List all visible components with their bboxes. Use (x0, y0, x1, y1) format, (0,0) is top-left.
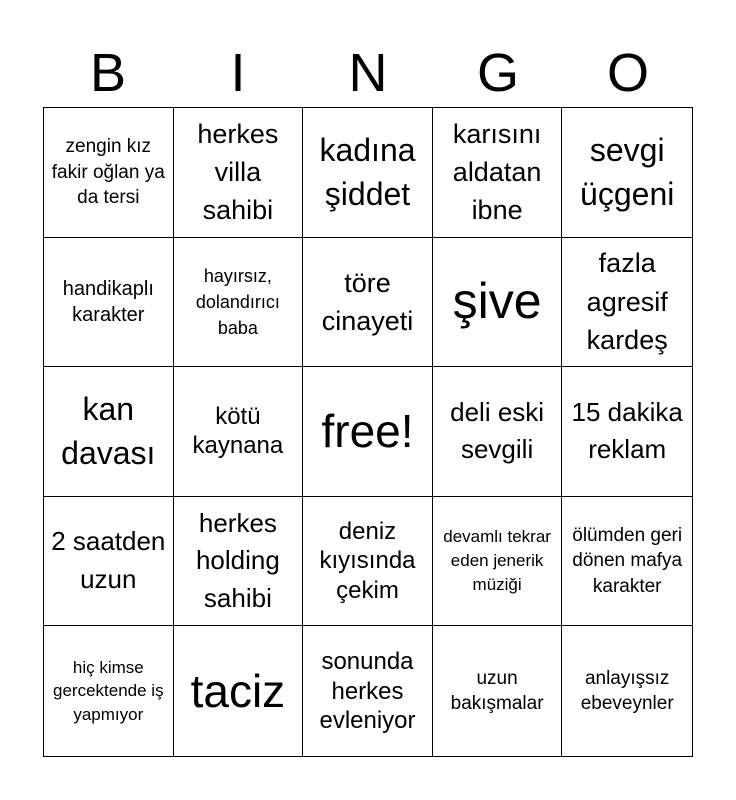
bingo-cell-r2-c5[interactable] (562, 238, 692, 368)
cell-label: hiç kimse gercektende iş yapmıyor (53, 657, 164, 725)
cell-label: herkes villa sahibi (197, 118, 279, 226)
cell-label: taciz (190, 664, 286, 717)
bingo-cell-r3-c3-free[interactable] (303, 367, 433, 497)
cell-label: uzun bakışmalar (450, 667, 544, 715)
bingo-cell-r2-c1[interactable] (44, 238, 174, 368)
cell-label: kadına şiddet (319, 132, 416, 213)
cell-label: kötü kaynana (192, 403, 284, 460)
bingo-cell-r3-c1[interactable] (44, 367, 174, 497)
header-letter-i: I (230, 43, 246, 103)
bingo-cell-r5-c1[interactable] (44, 626, 174, 756)
bingo-cell-r2-c3[interactable] (303, 238, 433, 368)
bingo-cell-r4-c3[interactable] (303, 497, 433, 627)
bingo-cell-r5-c3[interactable] (303, 626, 433, 756)
cell-label: hayırsız, dolandırıcı baba (195, 265, 280, 338)
header-letter-g: G (476, 43, 519, 103)
free-space-label: free! (321, 405, 414, 458)
cell-label: töre cinayeti (321, 267, 414, 336)
bingo-cell-r2-c4[interactable] (433, 238, 563, 368)
cell-label: deli eski sevgili (450, 396, 545, 465)
bingo-cell-r5-c5[interactable] (562, 626, 692, 756)
bingo-cell-r1-c1[interactable] (44, 108, 174, 238)
header-letter-o: O (606, 43, 649, 103)
bingo-cell-r4-c5[interactable] (562, 497, 692, 627)
cell-label: herkes holding sahibi (195, 507, 280, 613)
cell-label: karısını aldatan ibne (452, 118, 542, 226)
bingo-cell-r5-c4[interactable] (433, 626, 563, 756)
cell-label: 15 dakika reklam (571, 396, 683, 465)
bingo-board (43, 107, 693, 757)
cell-label: şive (452, 273, 542, 330)
cell-label: sevgi üçgeni (580, 132, 675, 213)
bingo-cell-r3-c2[interactable] (174, 367, 304, 497)
bingo-cell-r1-c4[interactable] (433, 108, 563, 238)
bingo-cell-r4-c2[interactable] (174, 497, 304, 627)
bingo-cell-r3-c4[interactable] (433, 367, 563, 497)
cell-label: anlayışsız ebeveynler (580, 667, 674, 715)
bingo-cell-r4-c4[interactable] (433, 497, 563, 627)
header-letter-n: N (348, 43, 388, 103)
cell-label: kan davası (61, 391, 156, 472)
cell-label: ölümden geri dönen mafya karakter (572, 525, 683, 597)
bingo-cell-r3-c5[interactable] (562, 367, 692, 497)
cell-label: handikaplı karakter (62, 277, 154, 326)
cell-label: deniz kıyısında çekim (319, 518, 416, 604)
header-letter-b: B (89, 43, 127, 103)
bingo-cell-r5-c2[interactable] (174, 626, 304, 756)
bingo-cell-r1-c2[interactable] (174, 108, 304, 238)
bingo-cell-r4-c1[interactable] (44, 497, 174, 627)
bingo-header (43, 40, 693, 106)
cell-label: fazla agresif kardeş (586, 248, 668, 356)
bingo-cell-r2-c2[interactable] (174, 238, 304, 368)
bingo-cell-r1-c3[interactable] (303, 108, 433, 238)
cell-label: sonunda herkes evleniyor (319, 648, 416, 734)
bingo-cell-r1-c5[interactable] (562, 108, 692, 238)
cell-label: devamlı tekrar eden jenerik müziği (443, 527, 551, 594)
cell-label: 2 saatden uzun (51, 526, 166, 595)
cell-label: zengin kız fakir oğlan ya da tersi (51, 136, 165, 208)
